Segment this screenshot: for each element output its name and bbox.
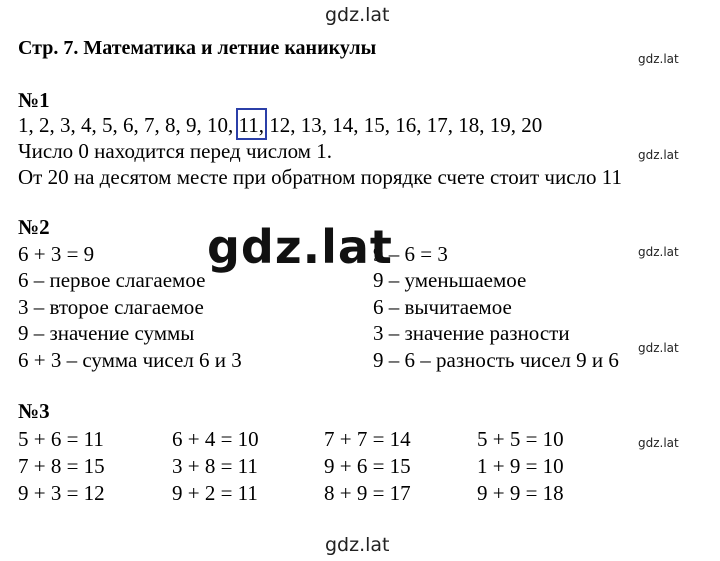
- watermark-side: gdz.lat: [638, 436, 679, 450]
- sequence-number: 14,: [332, 113, 359, 137]
- sequence-number: 4,: [81, 113, 97, 137]
- sequence-number: 1,: [18, 113, 34, 137]
- watermark-side: gdz.lat: [638, 148, 679, 162]
- equation: 9 + 9 = 18: [477, 481, 564, 505]
- number-sequence: [18, 113, 542, 137]
- task2-left-line: 3 – второе слагаемое: [18, 295, 204, 319]
- sequence-number: 10,: [207, 113, 234, 137]
- equation: 6 + 4 = 10: [172, 427, 259, 451]
- equation: 8 + 9 = 17: [324, 481, 411, 505]
- sequence-number: 18,: [458, 113, 485, 137]
- task2-heading: №2: [18, 215, 50, 239]
- task2-left-line: 6 + 3 – сумма чисел 6 и 3: [18, 348, 242, 372]
- equation: 3 + 8 = 11: [172, 454, 258, 478]
- equation: 1 + 9 = 10: [477, 454, 564, 478]
- task2-right-line: 3 – значение разности: [373, 321, 570, 345]
- sequence-number: 9,: [186, 113, 202, 137]
- sequence-number: 5,: [102, 113, 118, 137]
- watermark-bottom: gdz.lat: [325, 534, 390, 556]
- sequence-number: 16,: [395, 113, 422, 137]
- page-title: Стр. 7. Математика и летние каникулы: [18, 37, 377, 59]
- task2-left-line: 6 + 3 = 9: [18, 242, 95, 266]
- sequence-number: 6,: [123, 113, 139, 137]
- sequence-number: 3,: [60, 113, 76, 137]
- task2-left-line: 9 – значение суммы: [18, 321, 195, 345]
- task2-right-line: 9 – 6 = 3: [373, 242, 448, 266]
- task1-heading: №1: [18, 88, 50, 112]
- watermark-side: gdz.lat: [638, 341, 679, 355]
- equation: 5 + 6 = 11: [18, 427, 104, 451]
- watermark-side: gdz.lat: [638, 245, 679, 259]
- equation: 7 + 8 = 15: [18, 454, 105, 478]
- sequence-number: 8,: [165, 113, 181, 137]
- task2-right-line: 6 – вычитаемое: [373, 295, 512, 319]
- task1-line3: От 20 на десятом месте при обратном порядке счете стоит число 11: [18, 165, 622, 189]
- sequence-number: 20: [521, 113, 543, 137]
- task3-heading: №3: [18, 399, 50, 423]
- task2-left-line: 6 – первое слагаемое: [18, 268, 206, 292]
- task1-line2: Число 0 находится перед числом 1.: [18, 139, 332, 163]
- sequence-number: 17,: [426, 113, 453, 137]
- highlighted-number: 11,: [238, 113, 264, 137]
- sequence-number: 15,: [363, 113, 390, 137]
- equation: 9 + 2 = 11: [172, 481, 258, 505]
- sequence-number: 2,: [39, 113, 55, 137]
- task2-right-line: 9 – уменьшаемое: [373, 268, 527, 292]
- watermark-big: gdz.lat: [207, 220, 393, 274]
- watermark-side: gdz.lat: [638, 52, 679, 66]
- equation: 5 + 5 = 10: [477, 427, 564, 451]
- equation: 7 + 7 = 14: [324, 427, 411, 451]
- equation: 9 + 3 = 12: [18, 481, 105, 505]
- task2-right-line: 9 – 6 – разность чисел 9 и 6: [373, 348, 619, 372]
- sequence-number: 7,: [144, 113, 160, 137]
- sequence-number: 12,: [269, 113, 296, 137]
- sequence-number: 19,: [489, 113, 516, 137]
- equation: 9 + 6 = 15: [324, 454, 411, 478]
- sequence-number: 13,: [300, 113, 327, 137]
- watermark-top: gdz.lat: [325, 4, 390, 26]
